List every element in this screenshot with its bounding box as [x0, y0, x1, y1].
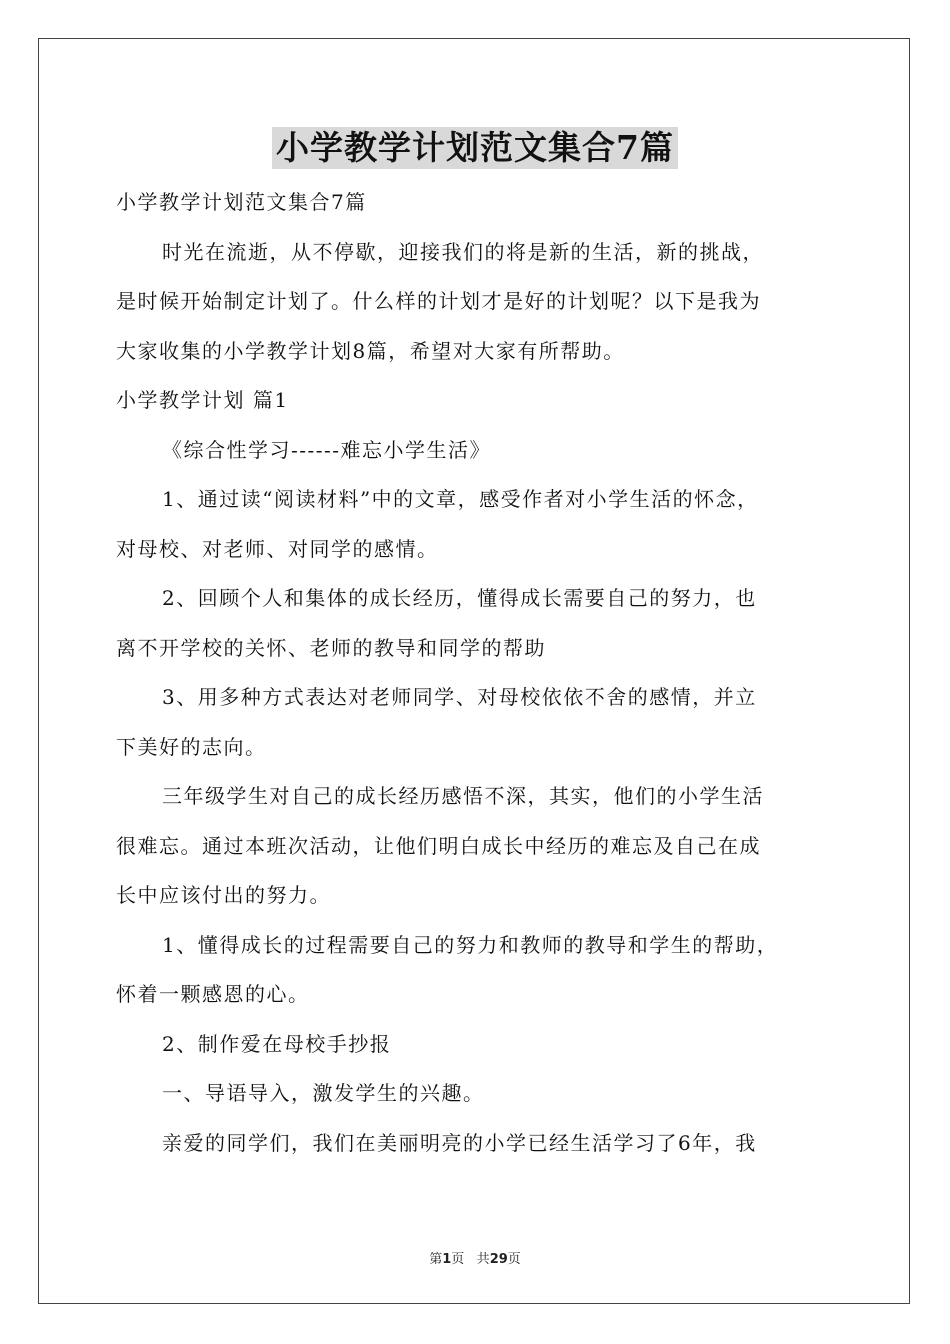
- text-line: 下美好的志向。: [116, 734, 267, 759]
- footer-total-pages: 29: [489, 1252, 508, 1267]
- text-line: 《综合性学习------难忘小学生活》: [162, 437, 492, 462]
- page-footer: [0, 1248, 950, 1267]
- text-line: 一、导语导入，激发学生的兴趣。: [162, 1081, 485, 1105]
- document-body: [116, 178, 840, 1168]
- text-line: 小学教学计划 篇1: [116, 388, 289, 412]
- text-line: 长中应该付出的努力。: [116, 883, 331, 907]
- text-line: 怀着一颗感恩的心。: [116, 982, 310, 1006]
- footer-total-prefix: 共: [476, 1252, 490, 1267]
- footer-page-suffix: 页: [451, 1252, 465, 1267]
- text-line: 大家收集的小学教学计划8篇，希望对大家有所帮助。: [116, 338, 625, 363]
- footer-page-prefix: 第: [429, 1252, 443, 1267]
- footer-total-suffix: 页: [507, 1252, 521, 1267]
- text-line: 三年级学生对自己的成长经历感悟不深，其实，他们的小学生活: [162, 784, 764, 808]
- text-line: 亲爱的同学们，我们在美丽明亮的小学已经生活学习了6年，我: [162, 1130, 757, 1155]
- text-line: 2、制作爱在母校手抄报: [162, 1031, 392, 1056]
- text-line: 小学教学计划范文集合7篇: [116, 190, 367, 214]
- text-line: 3、用多种方式表达对老师同学、对母校依依不舍的感情，并立: [162, 685, 757, 709]
- text-line: 1、懂得成长的过程需要自己的努力和教师的教导和学生的帮助，: [162, 932, 779, 957]
- text-line: 对母校、对老师、对同学的感情。: [116, 536, 439, 561]
- text-line: 时光在流逝，从不停歇，迎接我们的将是新的生活，新的挑战，: [162, 239, 764, 264]
- text-line: 是时候开始制定计划了。什么样的计划才是好的计划呢？以下是我为: [116, 289, 761, 313]
- text-line: 2、回顾个人和集体的成长经历，懂得成长需要自己的努力，也: [162, 586, 757, 610]
- text-line: 很难忘。通过本班次活动，让他们明白成长中经历的难忘及自己在成: [116, 833, 761, 858]
- document-title: 小学教学计划范文集合7篇: [272, 127, 678, 169]
- title-wrap: [0, 127, 950, 169]
- text-line: 1、通过读“阅读材料”中的文章，感受作者对小学生活的怀念，: [162, 487, 759, 511]
- text-line: 离不开学校的关怀、老师的教导和同学的帮助: [116, 635, 546, 660]
- footer-page-number: 1: [442, 1252, 452, 1267]
